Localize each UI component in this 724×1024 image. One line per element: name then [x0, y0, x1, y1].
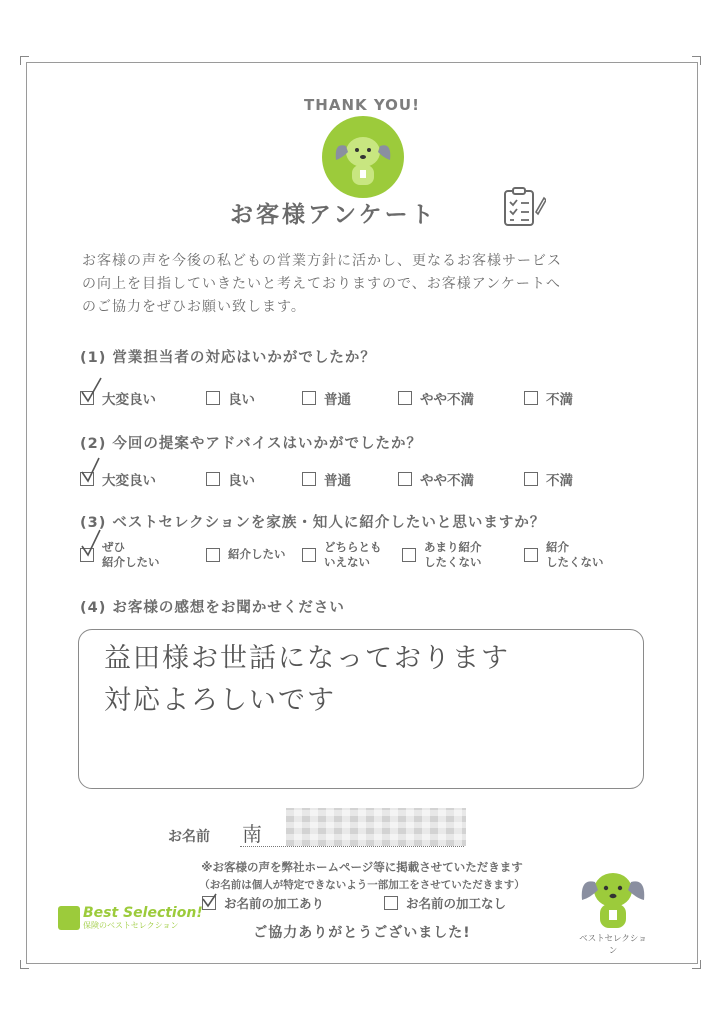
name-redaction-mosaic [286, 808, 466, 846]
question-3-label: (3) ベストセレクションを家族・知人に紹介したいと思いますか？ [80, 515, 546, 531]
q1-option-somewhat-dissatisfied[interactable]: やや不満 [398, 388, 474, 408]
q2-option-good[interactable]: 良い [206, 469, 255, 489]
name-processing-no-option[interactable]: お名前の加工なし [384, 894, 506, 912]
q3-option-not-recommend[interactable]: 紹介 したくない [524, 540, 604, 570]
handwritten-comment-line-1: 益田様お世話になっております [104, 643, 510, 674]
checkbox[interactable] [302, 472, 316, 486]
checkbox[interactable] [398, 472, 412, 486]
q2-option-very-good[interactable]: 大変良い [80, 469, 156, 489]
checkmark-icon [78, 456, 104, 484]
q2-option-dissatisfied[interactable]: 不満 [524, 469, 573, 489]
crop-mark [20, 960, 29, 969]
question-1-label: (1) 営業担当者の対応はいかがでしたか？ [80, 350, 376, 366]
crop-mark [692, 960, 701, 969]
checkbox[interactable] [206, 472, 220, 486]
best-selection-logo: Best Selection! 保険のベストセレクション [58, 906, 203, 931]
q2-option-somewhat-dissatisfied[interactable]: やや不満 [398, 469, 474, 489]
crop-mark [20, 56, 29, 65]
q2-option-average[interactable]: 普通 [302, 469, 351, 489]
clipboard-icon [502, 186, 546, 228]
checkbox[interactable] [302, 391, 316, 405]
question-2-label: (2) 今回の提案やアドバイスはいかがでしたか？ [80, 436, 422, 452]
mascot-label: ベストセレクション [579, 934, 647, 956]
checkbox[interactable] [206, 548, 220, 562]
checkbox[interactable] [384, 896, 398, 910]
mascot-dog-icon [330, 122, 396, 194]
q1-option-average[interactable]: 普通 [302, 388, 351, 408]
name-label: お名前 [168, 829, 210, 845]
checkbox[interactable] [402, 548, 416, 562]
question-4-label: (4) お客様の感想をお聞かせください [80, 600, 345, 616]
publication-subnotice: （お名前は個人が特定できないよう一部加工をさせていただきます） [199, 879, 525, 891]
checkbox[interactable] [398, 391, 412, 405]
checkbox[interactable] [524, 472, 538, 486]
name-processing-yes-option[interactable]: お名前の加工あり [202, 894, 324, 912]
q1-option-very-good[interactable]: 大変良い [80, 388, 156, 408]
q3-option-rather-not[interactable]: あまり紹介 したくない [402, 540, 482, 570]
crop-mark [692, 56, 701, 65]
checkmark-icon [78, 528, 104, 558]
q3-option-recommend[interactable]: 紹介したい [206, 547, 286, 562]
name-field-value: 南 [242, 822, 262, 846]
checkbox[interactable] [302, 548, 316, 562]
intro-text: お客様の声を今後の私どもの営業方針に活かし、更なるお客様サービス の向上を目指していきたいと考えておりますので、お客様アンケートへ のご協力をぜひお願い致します。 [82, 253, 562, 315]
checkbox[interactable] [206, 391, 220, 405]
q1-option-good[interactable]: 良い [206, 388, 255, 408]
q1-option-dissatisfied[interactable]: 不満 [524, 388, 573, 408]
q3-option-neutral[interactable]: どちらとも いえない [302, 540, 382, 570]
logo-mark-icon [58, 906, 80, 930]
publication-notice: ※お客様の声を弊社ホームページ等に掲載させていただきます [201, 860, 523, 874]
checkmark-icon [200, 890, 220, 910]
survey-title: お客様アンケート [230, 202, 437, 228]
mascot-dog-icon [578, 866, 648, 934]
q3-option-definitely-recommend[interactable]: ぜひ 紹介したい [80, 540, 160, 570]
checkmark-icon [78, 376, 104, 404]
name-field-line[interactable] [240, 846, 464, 847]
checkbox[interactable] [524, 548, 538, 562]
handwritten-comment-line-2: 対応よろしいです [104, 685, 336, 716]
checkbox[interactable] [524, 391, 538, 405]
thank-you-footer: ご協力ありがとうございました! [253, 925, 471, 941]
thank-you-heading: THANK YOU! [304, 96, 420, 114]
